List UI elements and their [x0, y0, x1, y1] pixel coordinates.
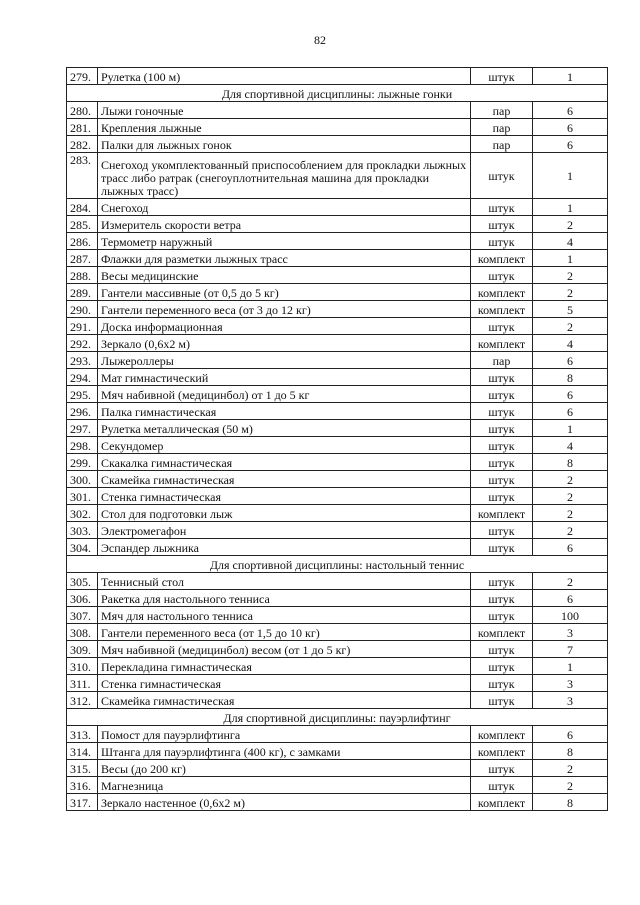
item-number: 282. — [67, 136, 98, 153]
item-quantity: 2 — [533, 488, 608, 505]
table-row — [67, 250, 608, 267]
item-unit: комплект — [471, 726, 533, 743]
item-number: 317. — [67, 794, 98, 811]
item-quantity: 2 — [533, 284, 608, 301]
item-name: Лыжи гоночные — [98, 102, 471, 119]
item-number: 294. — [67, 369, 98, 386]
table-row — [67, 675, 608, 692]
item-name: Весы (до 200 кг) — [98, 760, 471, 777]
item-name: Гантели переменного веса (от 3 до 12 кг) — [98, 301, 471, 318]
item-number: 313. — [67, 726, 98, 743]
item-unit: штук — [471, 641, 533, 658]
table-row — [67, 760, 608, 777]
item-quantity: 2 — [533, 505, 608, 522]
item-quantity: 7 — [533, 641, 608, 658]
table-row — [67, 420, 608, 437]
item-unit: штук — [471, 777, 533, 794]
item-quantity: 1 — [533, 68, 608, 85]
item-quantity: 1 — [533, 153, 608, 199]
section-header-row — [67, 556, 608, 573]
table-row — [67, 488, 608, 505]
item-number: 302. — [67, 505, 98, 522]
item-name: Эспандер лыжника — [98, 539, 471, 556]
item-quantity: 4 — [533, 233, 608, 250]
table-row — [67, 539, 608, 556]
item-quantity: 6 — [533, 102, 608, 119]
item-name: Измеритель скорости ветра — [98, 216, 471, 233]
item-name: Стенка гимнастическая — [98, 675, 471, 692]
item-name: Лыжероллеры — [98, 352, 471, 369]
item-number: 297. — [67, 420, 98, 437]
item-unit: штук — [471, 607, 533, 624]
item-name: Стол для подготовки лыж — [98, 505, 471, 522]
item-quantity: 2 — [533, 216, 608, 233]
item-unit: комплект — [471, 335, 533, 352]
item-unit: штук — [471, 454, 533, 471]
item-unit: пар — [471, 352, 533, 369]
section-title: Для спортивной дисциплины: настольный теннис — [67, 556, 608, 573]
table-row — [67, 352, 608, 369]
item-name: Стенка гимнастическая — [98, 488, 471, 505]
item-name: Гантели массивные (от 0,5 до 5 кг) — [98, 284, 471, 301]
item-number: 281. — [67, 119, 98, 136]
item-number: 283. — [67, 153, 98, 199]
item-number: 296. — [67, 403, 98, 420]
item-quantity: 2 — [533, 777, 608, 794]
item-number: 290. — [67, 301, 98, 318]
item-unit: штук — [471, 539, 533, 556]
item-number: 312. — [67, 692, 98, 709]
item-number: 284. — [67, 199, 98, 216]
item-quantity: 2 — [533, 522, 608, 539]
item-name: Гантели переменного веса (от 1,5 до 10 кг) — [98, 624, 471, 641]
item-name: Скамейка гимнастическая — [98, 471, 471, 488]
item-name: Секундомер — [98, 437, 471, 454]
item-name: Снегоход — [98, 199, 471, 216]
item-quantity: 8 — [533, 369, 608, 386]
item-number: 285. — [67, 216, 98, 233]
item-number: 306. — [67, 590, 98, 607]
item-name: Перекладина гимнастическая — [98, 658, 471, 675]
item-unit: штук — [471, 658, 533, 675]
item-name: Электромегафон — [98, 522, 471, 539]
item-quantity: 2 — [533, 760, 608, 777]
item-quantity: 8 — [533, 794, 608, 811]
page-number: 82 — [314, 33, 326, 47]
item-name: Доска информационная — [98, 318, 471, 335]
item-unit: комплект — [471, 743, 533, 760]
item-quantity: 3 — [533, 624, 608, 641]
item-unit: комплект — [471, 794, 533, 811]
table-row — [67, 794, 608, 811]
item-unit: штук — [471, 403, 533, 420]
item-unit: комплект — [471, 301, 533, 318]
item-quantity: 2 — [533, 573, 608, 590]
table-row — [67, 454, 608, 471]
item-unit: штук — [471, 318, 533, 335]
item-number: 293. — [67, 352, 98, 369]
table-row — [67, 335, 608, 352]
item-unit: штук — [471, 488, 533, 505]
table-row — [67, 199, 608, 216]
item-number: 288. — [67, 267, 98, 284]
item-quantity: 4 — [533, 335, 608, 352]
item-unit: штук — [471, 522, 533, 539]
item-unit: комплект — [471, 505, 533, 522]
item-quantity: 3 — [533, 675, 608, 692]
table-row — [67, 318, 608, 335]
item-unit: штук — [471, 267, 533, 284]
item-number: 300. — [67, 471, 98, 488]
table-row — [67, 658, 608, 675]
table-row — [67, 216, 608, 233]
item-quantity: 2 — [533, 267, 608, 284]
item-number: 301. — [67, 488, 98, 505]
item-name: Скакалка гимнастическая — [98, 454, 471, 471]
item-number: 292. — [67, 335, 98, 352]
table-row — [67, 505, 608, 522]
table-row — [67, 624, 608, 641]
table-row — [67, 284, 608, 301]
table-row — [67, 743, 608, 760]
item-unit: штук — [471, 420, 533, 437]
item-quantity: 6 — [533, 119, 608, 136]
table-row — [67, 301, 608, 318]
item-quantity: 1 — [533, 420, 608, 437]
item-unit: штук — [471, 760, 533, 777]
equipment-table-body — [67, 68, 608, 811]
table-row — [67, 153, 608, 199]
item-quantity: 100 — [533, 607, 608, 624]
table-row — [67, 403, 608, 420]
equipment-table — [66, 67, 608, 811]
table-row — [67, 692, 608, 709]
table-row — [67, 590, 608, 607]
item-quantity: 6 — [533, 386, 608, 403]
table-row — [67, 641, 608, 658]
item-number: 291. — [67, 318, 98, 335]
item-name: Снегоход укомплектованный приспособлением для прокладки лыжных трасс либо ратрак (снегоуплотнительная машина для прокладки лыжных трасс) — [98, 153, 471, 199]
table-row — [67, 726, 608, 743]
item-quantity: 6 — [533, 539, 608, 556]
section-header-row — [67, 85, 608, 102]
section-header-row — [67, 709, 608, 726]
item-name: Палка гимнастическая — [98, 403, 471, 420]
item-unit: штук — [471, 153, 533, 199]
item-unit: пар — [471, 136, 533, 153]
item-number: 303. — [67, 522, 98, 539]
item-unit: штук — [471, 437, 533, 454]
item-quantity: 8 — [533, 454, 608, 471]
item-unit: штук — [471, 68, 533, 85]
item-unit: комплект — [471, 250, 533, 267]
item-quantity: 5 — [533, 301, 608, 318]
item-number: 305. — [67, 573, 98, 590]
item-unit: комплект — [471, 624, 533, 641]
item-name: Зеркало (0,6х2 м) — [98, 335, 471, 352]
item-name: Термометр наружный — [98, 233, 471, 250]
item-number: 298. — [67, 437, 98, 454]
item-number: 279. — [67, 68, 98, 85]
item-number: 316. — [67, 777, 98, 794]
item-number: 307. — [67, 607, 98, 624]
item-number: 310. — [67, 658, 98, 675]
table-row — [67, 777, 608, 794]
item-unit: штук — [471, 216, 533, 233]
item-quantity: 8 — [533, 743, 608, 760]
item-number: 295. — [67, 386, 98, 403]
item-quantity: 3 — [533, 692, 608, 709]
table-row — [67, 233, 608, 250]
table-row — [67, 68, 608, 85]
item-name: Рулетка металлическая (50 м) — [98, 420, 471, 437]
section-title: Для спортивной дисциплины: лыжные гонки — [67, 85, 608, 102]
item-name: Помост для пауэрлифтинга — [98, 726, 471, 743]
item-unit: штук — [471, 471, 533, 488]
item-unit: штук — [471, 692, 533, 709]
item-number: 304. — [67, 539, 98, 556]
item-quantity: 6 — [533, 136, 608, 153]
table-row — [67, 102, 608, 119]
table-row — [67, 267, 608, 284]
item-name: Мяч для настольного тенниса — [98, 607, 471, 624]
item-name: Мяч набивной (медицинбол) от 1 до 5 кг — [98, 386, 471, 403]
item-name: Рулетка (100 м) — [98, 68, 471, 85]
item-name: Штанга для пауэрлифтинга (400 кг), с замками — [98, 743, 471, 760]
table-row — [67, 119, 608, 136]
item-unit: штук — [471, 233, 533, 250]
item-number: 308. — [67, 624, 98, 641]
table-row — [67, 369, 608, 386]
item-name: Скамейка гимнастическая — [98, 692, 471, 709]
item-unit: пар — [471, 102, 533, 119]
item-quantity: 4 — [533, 437, 608, 454]
item-name: Зеркало настенное (0,6х2 м) — [98, 794, 471, 811]
item-name: Мяч набивной (медицинбол) весом (от 1 до 5 кг) — [98, 641, 471, 658]
item-name: Магнезница — [98, 777, 471, 794]
item-quantity: 2 — [533, 471, 608, 488]
item-quantity: 6 — [533, 726, 608, 743]
item-unit: штук — [471, 675, 533, 692]
section-title: Для спортивной дисциплины: пауэрлифтинг — [67, 709, 608, 726]
item-number: 299. — [67, 454, 98, 471]
item-quantity: 1 — [533, 658, 608, 675]
item-name: Крепления лыжные — [98, 119, 471, 136]
table-row — [67, 522, 608, 539]
item-quantity: 6 — [533, 590, 608, 607]
item-unit: штук — [471, 590, 533, 607]
item-number: 314. — [67, 743, 98, 760]
item-quantity: 6 — [533, 352, 608, 369]
item-quantity: 6 — [533, 403, 608, 420]
table-row — [67, 386, 608, 403]
item-name: Весы медицинские — [98, 267, 471, 284]
item-name: Флажки для разметки лыжных трасс — [98, 250, 471, 267]
item-number: 309. — [67, 641, 98, 658]
table-row — [67, 136, 608, 153]
item-number: 315. — [67, 760, 98, 777]
item-number: 289. — [67, 284, 98, 301]
item-name: Мат гимнастический — [98, 369, 471, 386]
item-number: 287. — [67, 250, 98, 267]
table-row — [67, 573, 608, 590]
item-quantity: 2 — [533, 318, 608, 335]
table-row — [67, 471, 608, 488]
item-unit: штук — [471, 573, 533, 590]
item-number: 280. — [67, 102, 98, 119]
item-number: 311. — [67, 675, 98, 692]
item-unit: комплект — [471, 284, 533, 301]
item-name: Палки для лыжных гонок — [98, 136, 471, 153]
item-quantity: 1 — [533, 199, 608, 216]
item-unit: штук — [471, 386, 533, 403]
item-quantity: 1 — [533, 250, 608, 267]
table-row — [67, 437, 608, 454]
item-number: 286. — [67, 233, 98, 250]
item-name: Теннисный стол — [98, 573, 471, 590]
item-name: Ракетка для настольного тенниса — [98, 590, 471, 607]
table-row — [67, 607, 608, 624]
item-unit: пар — [471, 119, 533, 136]
item-unit: штук — [471, 199, 533, 216]
item-unit: штук — [471, 369, 533, 386]
